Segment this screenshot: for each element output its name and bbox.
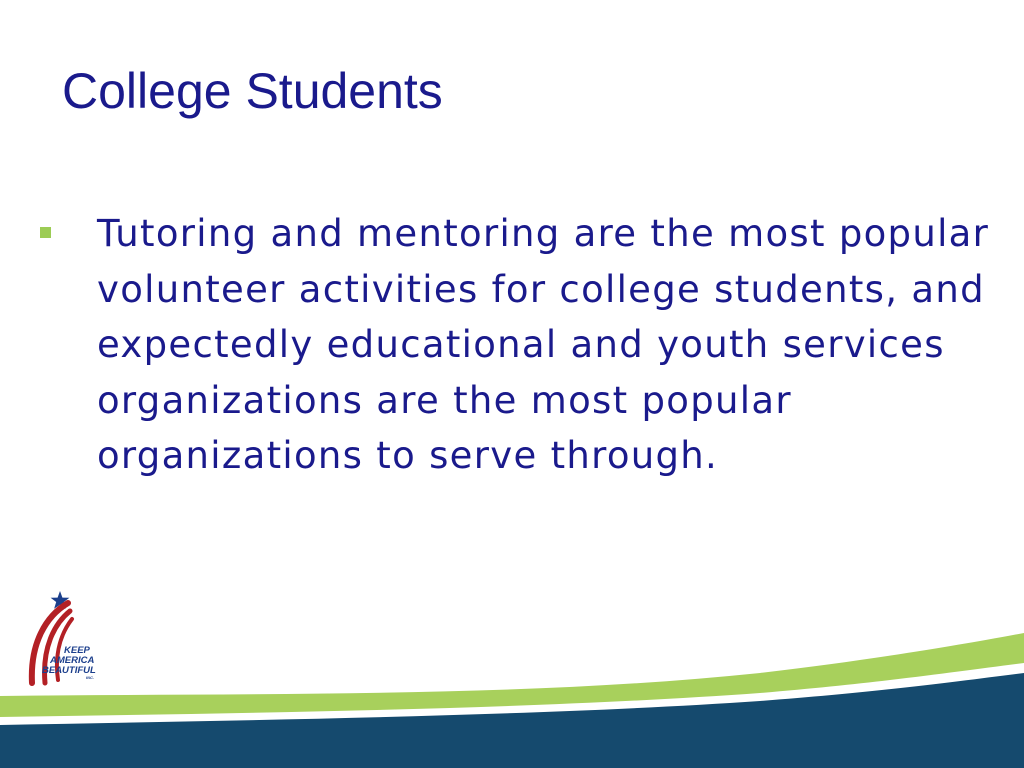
bullet-list: [40, 206, 1015, 484]
square-bullet-icon: [40, 227, 51, 238]
logo-suffix: INC.: [86, 675, 94, 680]
slide-title: College Students: [62, 63, 443, 119]
bullet-text: Tutoring and mentoring are the most popular volunteer activities for college students, and expectedly educational and youth services organizations are the most popular organizations to serve through.: [97, 212, 990, 477]
footer-wave: [0, 593, 1024, 768]
logo-line-1: KEEP: [64, 645, 90, 656]
logo-line-3: BEAUTIFUL: [42, 665, 96, 676]
bullet-item: [40, 206, 1015, 484]
keep-america-beautiful-logo: [20, 588, 100, 688]
logo-line-2: AMERICA: [50, 655, 95, 666]
